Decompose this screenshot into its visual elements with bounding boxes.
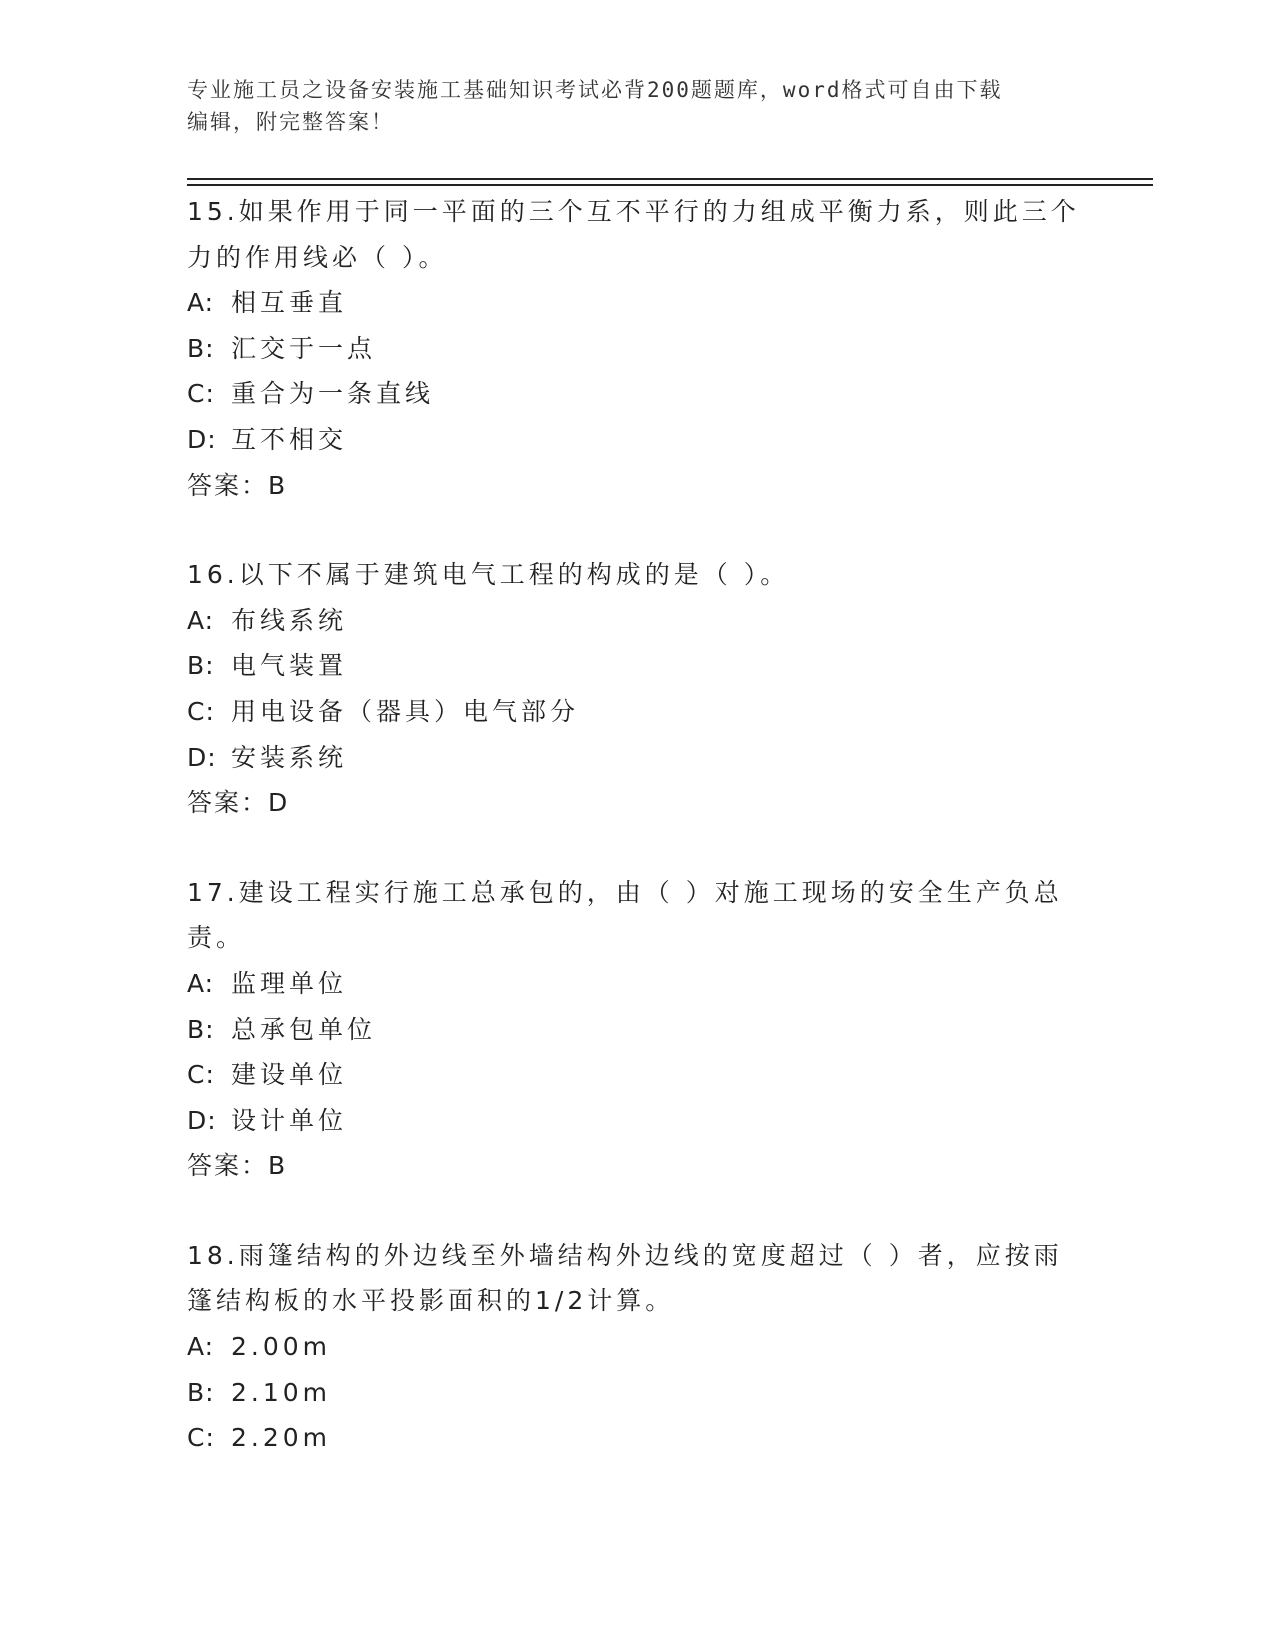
- question-stem-line: 责。: [187, 923, 246, 953]
- option-c: [187, 1052, 1087, 1098]
- question-stem: [187, 552, 1087, 598]
- option-text: 建设单位: [231, 1060, 348, 1090]
- option-text: 用电设备（器具）电气部分: [231, 696, 580, 726]
- option-letter: C:: [187, 1060, 215, 1090]
- option-text: 监理单位: [231, 968, 348, 998]
- option-text: 布线系统: [231, 605, 348, 635]
- option-d: [187, 735, 1087, 781]
- option-letter: D:: [187, 424, 217, 454]
- option-letter: B:: [187, 651, 215, 681]
- question-15: [187, 189, 1087, 508]
- option-text: 电气装置: [231, 651, 348, 681]
- option-letter: D:: [187, 742, 217, 772]
- question-stem-line: 18.雨篷结构的外边线至外墙结构外边线的宽度超过（ ）者，应按雨: [187, 1240, 1063, 1270]
- question-stem-line: 17.建设工程实行施工总承包的，由（ ）对施工现场的安全生产负总: [187, 877, 1063, 907]
- option-letter: A:: [187, 968, 215, 998]
- option-letter: C:: [187, 1423, 215, 1453]
- option-letter: A:: [187, 605, 215, 635]
- option-text: 设计单位: [231, 1105, 348, 1135]
- answer-line: 答案：B: [187, 1151, 288, 1181]
- option-d: [187, 417, 1087, 463]
- option-a: [187, 280, 1087, 326]
- question-16: [187, 552, 1087, 826]
- option-c: [187, 689, 1087, 735]
- option-letter: A:: [187, 1332, 215, 1362]
- option-a: [187, 598, 1087, 644]
- option-a: [187, 961, 1087, 1007]
- option-b: [187, 643, 1087, 689]
- question-18: [187, 1233, 1087, 1461]
- answer-line: 答案：B: [187, 470, 288, 500]
- option-letter: D:: [187, 1105, 217, 1135]
- option-text: 2.00m: [231, 1332, 332, 1362]
- option-letter: B:: [187, 1377, 215, 1407]
- option-b: [187, 1007, 1087, 1053]
- option-d: [187, 1098, 1087, 1144]
- question-stem-line: 篷结构板的水平投影面积的1/2计算。: [187, 1286, 675, 1316]
- header-divider-top: [187, 178, 1153, 180]
- option-b: [187, 1370, 1087, 1416]
- option-text: 汇交于一点: [231, 333, 377, 363]
- option-b: [187, 326, 1087, 372]
- option-text: 相互垂直: [231, 288, 348, 318]
- question-stem-line: 力的作用线必（ ）。: [187, 242, 448, 272]
- question-stem: [187, 1233, 1087, 1324]
- option-text: 2.10m: [231, 1377, 332, 1407]
- question-stem-line: 15.如果作用于同一平面的三个互不平行的力组成平衡力系，则此三个: [187, 197, 1080, 226]
- question-17: [187, 870, 1087, 1189]
- option-c: [187, 371, 1087, 417]
- document-header: [187, 74, 1087, 138]
- option-text: 2.20m: [231, 1423, 332, 1453]
- answer-line: 答案：D: [187, 788, 290, 818]
- option-letter: C:: [187, 696, 215, 726]
- option-letter: C:: [187, 379, 215, 409]
- option-text: 总承包单位: [231, 1014, 377, 1044]
- header-line-2: 编辑，附完整答案！: [187, 110, 394, 134]
- option-text: 安装系统: [231, 742, 348, 772]
- header-divider-bottom: [187, 184, 1153, 186]
- option-letter: B:: [187, 1014, 215, 1044]
- option-a: [187, 1324, 1087, 1370]
- question-list: [187, 189, 1087, 1505]
- question-stem-line: 16.以下不属于建筑电气工程的构成的是（ ）。: [187, 560, 790, 590]
- header-line-1: 专业施工员之设备安装施工基础知识考试必背200题题库，word格式可自由下载: [187, 78, 1003, 102]
- option-text: 互不相交: [231, 424, 348, 454]
- option-letter: B:: [187, 333, 215, 363]
- question-stem: [187, 189, 1087, 280]
- option-c: [187, 1415, 1087, 1461]
- option-text: 重合为一条直线: [231, 379, 435, 409]
- question-stem: [187, 870, 1087, 961]
- option-letter: A:: [187, 288, 215, 318]
